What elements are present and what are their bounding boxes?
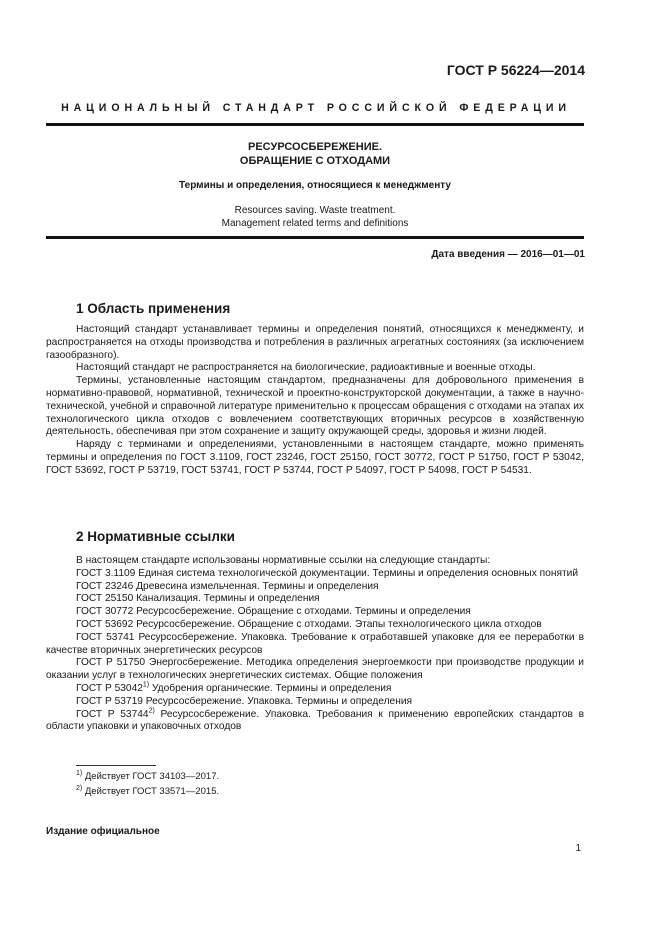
english-title-line1: Resources saving. Waste treatment.	[234, 205, 396, 216]
reference-item: ГОСТ Р 53719 Ресурсосбережение. Упаковка. Термины и определения	[76, 695, 413, 707]
doc-title-line1: РЕСУРСОСБЕРЕЖЕНИЕ.	[248, 141, 382, 153]
section1-heading: 1 Область применения	[76, 301, 231, 316]
reference-item: ГОСТ 53692 Ресурсосбережение. Обращение с отходами. Этапы технологического цикла отходов	[76, 618, 542, 630]
top-rule	[46, 123, 584, 126]
paragraph: В настоящем стандарте использованы нормативные ссылки на следующие стандарты:	[76, 555, 491, 566]
footnote-2: $^{2)}$ Действует ГОСТ 33571—2015.	[76, 784, 220, 797]
page-number: 1	[575, 843, 581, 854]
bottom-rule	[46, 236, 584, 239]
doc-title-line2: ОБРАЩЕНИЕ С ОТХОДАМИ	[239, 155, 391, 167]
reference-item: ГОСТ 23246 Древесина измельченная. Термины и определения	[76, 580, 379, 592]
english-title-line2: Management related terms and definitions	[221, 218, 409, 229]
gost-number: ГОСТ Р 56224—2014	[446, 62, 585, 78]
paragraph: Термины, установленные настоящим стандартом, предназначены для добровольного применения в нормативно-правовой, нормативной, технической и проектно-конструкторской документации, а также в научно-технической, учебной и справочной литературе применительно к процессам обращения с отходами на этапах их технологического цикла отходов с вовлечением соответствующих вторичных ресурсов в хозяйственную деятельность, обеспечивая при этом сохранение и защиту окружающей среды, здоровья и жизни людей.	[46, 375, 584, 438]
footnote-ref: 1)	[142, 681, 150, 689]
reference-item: ГОСТ Р 53744$^{2)}$ Ресурсосбережение. Упаковка. Требования к применению европейских стандартов в области упаковки и упаковочных отходов	[46, 707, 584, 733]
doc-subtitle: Термины и определения, относящиеся к менеджменту	[179, 180, 451, 191]
paragraph: Настоящий стандарт устанавливает термины и определения понятий, относящихся к менеджменту, и распространяется на отходы производства и потребления в различных агрегатных состояниях (за исключением газообразного).	[46, 324, 584, 361]
reference-item: ГОСТ Р 51750 Энергосбережение. Методика определения энергоемкости при производстве продукции и оказании услуг в технологических энергетических системах. Общие положения	[46, 657, 584, 682]
introduction-date: Дата введения — 2016—01—01	[431, 249, 585, 260]
paragraph: Наряду с терминами и определениями, установленными в настоящем стандарте, можно применять термины и определения по ГОСТ 3.1109, ГОСТ 23246, ГОСТ 25150, ГОСТ 30772, ГОСТ Р 51750, ГОСТ Р 53042, ГОСТ 53692, ГОСТ Р 53719, ГОСТ 53741, ГОСТ Р 53744, ГОСТ Р 54097, ГОСТ Р 54098, ГОСТ Р 54531.	[46, 439, 584, 476]
reference-item: ГОСТ 30772 Ресурсосбережение. Обращение с отходами. Термины и определения	[76, 606, 471, 618]
footnote-ref: 2)	[148, 707, 155, 715]
edition-label: Издание официальное	[46, 826, 160, 837]
paragraph: Настоящий стандарт не распространяется на биологические, радиоактивные и военные отходы.	[76, 362, 536, 374]
reference-item: ГОСТ Р 53042$^{1)}$ Удобрения органические. Термины и определения	[76, 681, 392, 694]
national-standard-banner: НАЦИОНАЛЬНЫЙ СТАНДАРТ РОССИЙСКОЙ ФЕДЕРАЦИИ	[61, 102, 571, 114]
section2-body	[46, 555, 584, 734]
section2-heading: 2 Нормативные ссылки	[76, 529, 235, 544]
reference-item: ГОСТ 25150 Канализация. Термины и определения	[76, 593, 320, 605]
footnote-1: $^{1)}$ Действует ГОСТ 34103—2017.	[76, 769, 220, 782]
reference-item: ГОСТ 3.1109 Единая система технологической документации. Термины и определения основных понятий	[76, 567, 579, 579]
footnote-separator	[76, 765, 156, 766]
reference-item: ГОСТ 53741 Ресурсосбережение. Упаковка. Требование к отработавшей упаковке для ее переработки в качестве вторичных энергетических ресурсов	[46, 631, 584, 656]
section1-body	[46, 324, 584, 478]
